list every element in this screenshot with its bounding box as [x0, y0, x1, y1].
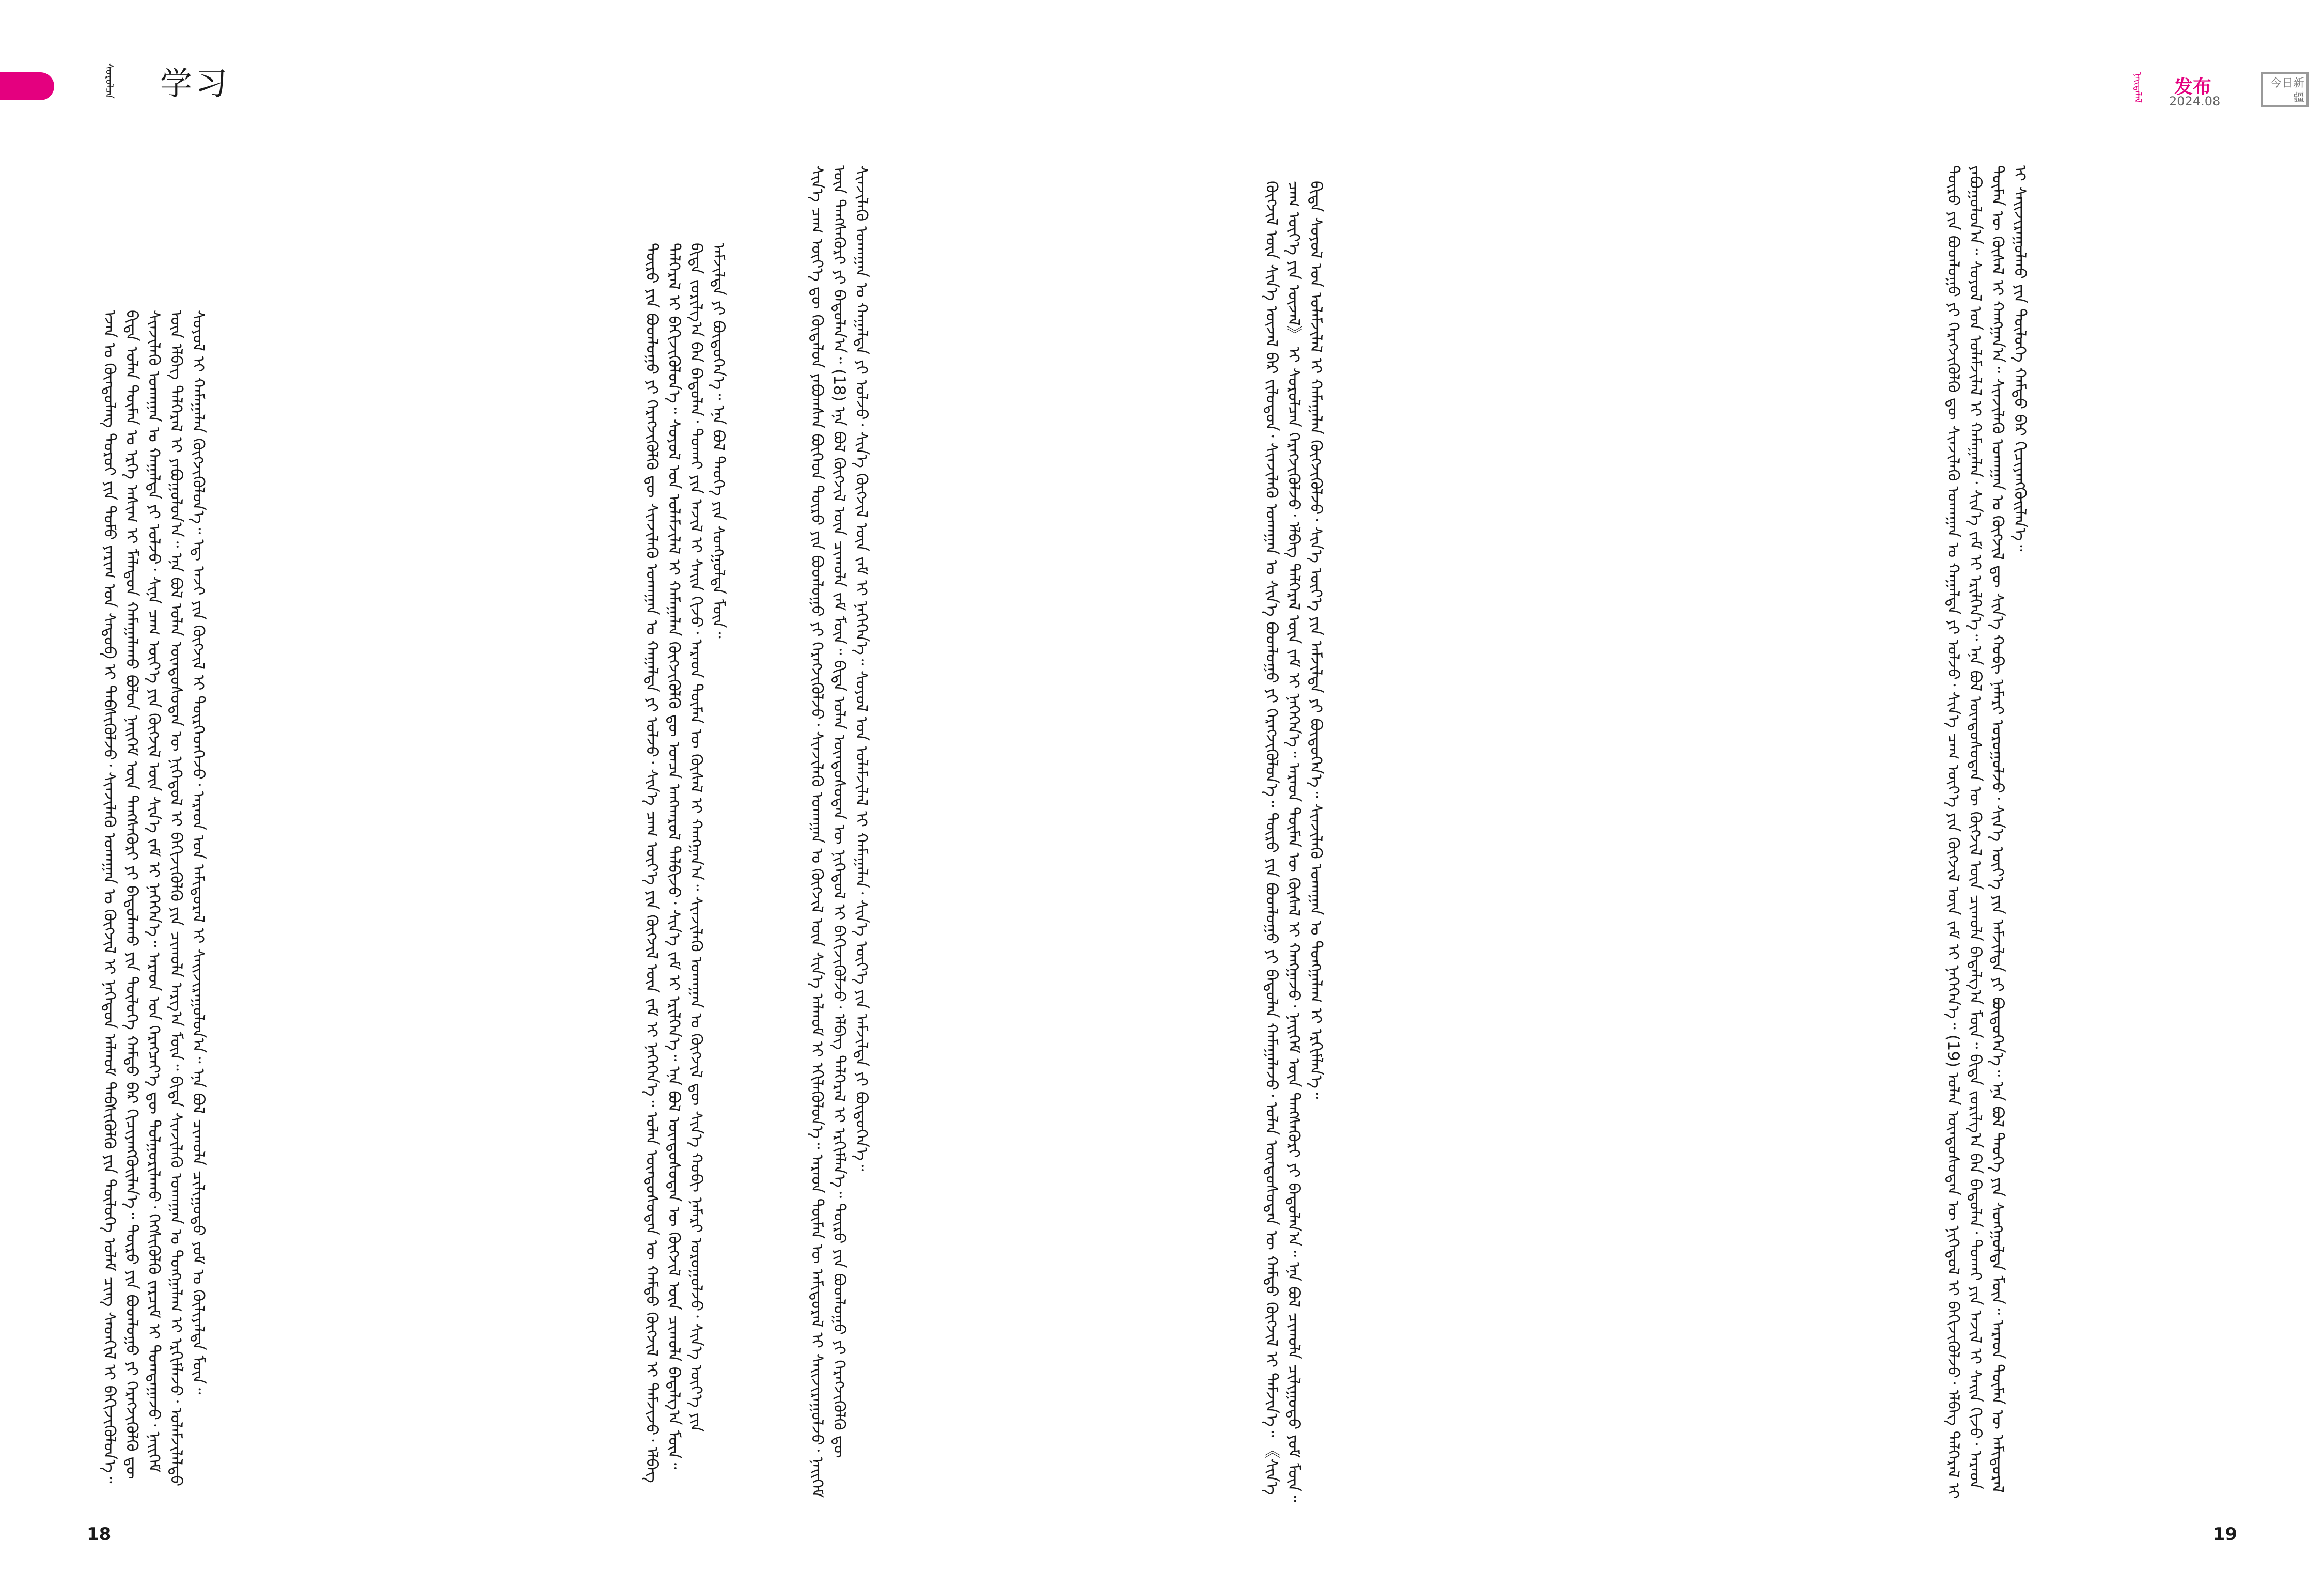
page-number-right: 19: [2212, 1524, 2237, 1545]
publication-label-mongolian: ᠨᠡᠢᠲᠡᠯᠡᠯ: [2132, 72, 2143, 103]
paragraph: ᠡᠵᠡᠨ ᠤ ᠬᠥᠨᠳᠦᠯᠡᠩ ᠳᠣᠷᠤᠢ ᠶᠢᠨ ᠲᠣᠮᠤ ᠶᠠᠷᠢᠭ ᠤᠨ ᠰᠡᠳᠦᠪ ᠢ ᠳᠡᠪᠰᠢᠭᠦᠯᠵᠦ᠂ ᠰᠢᠨᠵᠢᠯᠡᠬᠦ ᠤᠬᠠᠭᠠᠨ ᠤ ᠬᠥᠭᠵᠢᠯ ᠢ ᠨᠡᠭᠡᠳᠦᠨ ᠠᠯᠬᠤᠮ ᠳᠡᠪᠰᠢᠭᠦᠯᠬᠦ ᠶᠢᠨ ᠲᠥᠯᠦᠭᠡ ᠤᠯᠠᠮ ᠴᠢᠩ ᠰᠡᠳᠬᠢᠯ ᠢ ᠪᠡᠬᠢᠵᠢᠭᠦᠯᠦᠨ᠎ᠡ᠃ ᠪᠢᠳᠡ ᠣᠯᠠᠨ ᠲᠦᠮᠡᠨ ᠤ ᠡᠷᠬᠡ ᠠᠰᠢᠭ ᠢ ᠮᠠᠯᠠᠳᠤᠨ ᠬᠠᠮᠠᠭᠠᠯᠠᠬᠤ ᠪᠣᠯᠤᠨ ᠨᠡᠢᠭᠡᠮ ᠦᠨ ᠲᠡᠩᠰᠡᠭᠦᠷᠢ ᠶᠢ ᠪᠠᠲᠤᠯᠠᠬᠤ ᠶᠢᠨ ᠲᠥᠯᠦᠭᠡ ᠬᠠᠮᠲᠤ ᠪᠠᠷ ᠬᠢᠴᠢᠶᠡᠩᠭᠦᠢᠯᠡᠨ᠎ᠡ᠃ ᠲᠥᠷᠦ ᠶᠢᠨ ᠪᠣᠳᠯᠣᠭᠣ ᠶᠢ ᠬᠡᠷᠡᠭᠵᠢᠭᠦᠯᠬᠦ ᠳᠦ ᠰᠢᠨᠵᠢᠯᠡᠬᠦ ᠤᠬᠠᠭᠠᠨ ᠤ ᠬᠠᠭᠠᠯᠲᠠ ᠶᠢ ᠣᠯᠵᠤ᠂ ᠱᠢᠨᠡ ᠴᠠᠭ ᠦᠶ᠎ᠡ ᠶᠢᠨ ᠬᠥᠭᠵᠢᠯ ᠦᠨ ᠰᠢᠨ᠎ᠡ ᠵᠠᠮ ᠢ ᠨᠡᠭᠡᠭᠡᠨ᠎ᠡ᠃ ᠠᠷᠠᠳ ᠤᠨ ᠬᠡᠷᠡᠭᠴᠡᠶ᠎ᠡ ᠳᠦ ᠲᠤᠯᠭᠤᠷᠢᠯᠠᠬᠤ᠂ ᠬᠡᠭᠰᠢᠭᠦᠯᠬᠦ ᠵᠠᠷᠴᠢᠮ ᠢ ᠲᠣᠭᠲᠠᠭᠠᠵᠤ᠂ ᠨᠡᠢᠭᠡᠮ ᠦᠨ ᠡᠯᠪᠡᠭ ᠳᠡᠯᠭᠡᠷᠡᠯ ᠢ ᠶᠠᠪᠤᠭᠤᠯᠤᠨ᠎ᠠ᠃ ᠡᠨᠡ ᠪᠣᠯ ᠣᠯᠠᠨ ᠦᠨᠳᠦᠰᠦᠲᠡᠨ ᠦ ᠨᠢᠭᠡᠳᠦᠯ ᠢ ᠪᠡᠬᠢᠵᠢᠭᠦᠯᠬᠦ ᠶᠢᠨ ᠴᠢᠬᠤᠯᠠ ᠠᠷᠭ᠎ᠠ ᠮᠥᠨ᠃ ᠪᠢᠳᠡ ᠰᠢᠨᠵᠢᠯᠡᠬᠦ ᠤᠬᠠᠭᠠᠨ ᠤ ᠲᠤᠩᠭᠠᠯᠠᠭ ᠢ ᠡᠷᠬᠢᠮᠯᠡᠵᠦ᠂ ᠤᠯᠠᠮᠵᠢᠯᠠᠯᠲᠤ ᠰᠣᠶᠣᠯ ᠢ ᠬᠠᠮᠠᠭᠠᠯᠠᠨ ᠬᠥᠭᠵᠢᠭᠦᠯᠦᠨ᠎ᠡ᠃ ᠡᠳ᠋ ᠠᠵᠢ ᠶᠢᠨ ᠬᠥᠭᠵᠢᠯ ᠢ ᠲᠦᠷᠭᠡᠳᠬᠡᠵᠦ᠂ ᠠᠷᠠᠳ ᠤᠨ ᠠᠮᠢᠳᠤᠷᠠᠯ ᠢ ᠰᠠᠢᠵᠢᠷᠠᠭᠤᠯᠤᠨ᠎ᠠ᠃ ᠡᠨᠡ ᠪᠣᠯ ᠴᠢᠬᠤᠯᠠ ᠴᠢᠯᠢᠭᠤᠲᠤ ᠶᠤᠮ ᠤ ᠬᠦᠯᠢᠶᠡᠯᠲᠡ ᠮᠥᠨ᠃: [100, 310, 208, 1487]
section-title: 学习: [160, 65, 231, 102]
section-tab-marker: [0, 72, 54, 100]
left-page-column-b: [640, 243, 795, 1488]
publication-label: 发布: [2174, 76, 2212, 98]
issue-date: 2024.08: [2169, 94, 2221, 108]
right-page-column-a: [1260, 181, 1921, 1514]
page-number-left: 18: [87, 1524, 112, 1545]
section-label-mongolian: ᠰᠤᠷᠤᠯᠴᠠ: [103, 63, 116, 99]
paragraph: ᠲᠦᠷᠦ ᠶᠢᠨ ᠪᠣᠳᠯᠣᠭᠣ ᠶᠢ ᠬᠡᠷᠡᠭᠵᠢᠭᠦᠯᠬᠦ ᠳᠦ ᠰᠢᠨᠵᠢᠯᠡᠬᠦ ᠤᠬᠠᠭᠠᠨ ᠤ ᠬᠠᠭᠠᠯᠲᠠ ᠶᠢ ᠣᠯᠵᠤ᠂ ᠰᠢᠨ᠎ᠡ ᠴᠠᠭ ᠦᠶ᠎ᠡ ᠶᠢᠨ ᠬᠥᠭᠵᠢᠯ ᠦᠨ ᠵᠠᠮ ᠢ ᠨᠡᠭᠡᠭᠡᠨ᠎ᠡ᠃ (19) ᠣᠯᠠᠨ ᠦᠨᠳᠦᠰᠦᠲᠡᠨ ᠦ ᠨᠢᠭᠡᠳᠦᠯ ᠢ ᠪᠡᠬᠢᠵᠢᠭᠦᠯᠵᠦ᠂ ᠡᠯᠪᠡᠭ ᠳᠡᠯᠭᠡᠷᠡᠯ ᠢ ᠶᠠᠪᠤᠭᠤᠯᠤᠨ᠎ᠠ᠃ ᠰᠣᠶᠣᠯ ᠤᠨ ᠤᠯᠠᠮᠵᠢᠯᠠᠯ ᠢ ᠬᠠᠮᠠᠭᠠᠯᠠᠨ᠂ ᠰᠢᠨ᠎ᠡ ᠵᠠᠮ ᠢ ᠡᠷᠢᠯᠬᠡᠨ᠎ᠡ᠃ ᠡᠨᠡ ᠪᠣᠯ ᠦᠨᠳᠦᠰᠦᠲᠡᠨ ᠦ ᠬᠥᠭᠵᠢᠯ ᠦᠨ ᠴᠢᠬᠤᠯᠠ ᠪᠠᠲᠠᠯᠭ᠎ᠠ ᠮᠥᠨ᠃ ᠪᠢᠳᠡ ᠵᠣᠷᠢᠯᠭ᠎ᠠ ᠪᠠᠨ ᠪᠠᠲᠤᠯᠠᠨ᠂ ᠲᠤᠬᠠᠢ ᠶᠢᠨ ᠠᠵᠢᠯ ᠢ ᠰᠠᠢᠨ ᠬᠢᠵᠦ᠂ ᠠᠷᠠᠳ ᠲᠦᠮᠡᠨ ᠦ ᠬᠦᠰᠡᠯ ᠢ ᠬᠠᠩᠭᠠᠨ᠎ᠠ᠃ ᠰᠢᠨᠵᠢᠯᠡᠬᠦ ᠤᠬᠠᠭᠠᠨ ᠤ ᠬᠥᠭᠵᠢᠯ ᠳᠦ ᠰᠢᠨ᠎ᠡ ᠬᠤᠪᠢ ᠨᠡᠮᠡᠷᠢ ᠣᠷᠤᠭᠤᠯᠵᠤ᠂ ᠰᠢᠨ᠎ᠡ ᠦᠶ᠎ᠡ ᠶᠢᠨ ᠠᠮᠵᠢᠯᠲᠠ ᠶᠢ ᠪᠦᠲᠦᠭᠡᠨ᠎ᠡ᠃ ᠡᠨᠡ ᠪᠣᠯ ᠲᠡᠦᠬᠡ ᠶᠢᠨ ᠰᠣᠩᠭᠣᠯᠲᠠ ᠮᠥᠨ᠃ ᠠᠷᠠᠳ ᠲᠦᠮᠡᠨ ᠦ ᠠᠮᠢᠳᠤᠷᠠᠯ ᠢ ᠰᠠᠢᠵᠢᠷᠠᠭᠤᠯᠬᠤ ᠶᠢᠨ ᠲᠥᠯᠦᠭᠡ ᠬᠠᠮᠲᠤ ᠪᠠᠷ ᠬᠢᠴᠢᠶᠡᠩᠭᠦᠢᠯᠡᠨ᠎ᠡ᠃: [1944, 165, 2029, 1499]
left-page-column-a: [98, 248, 630, 1488]
paragraph: ᠰᠢᠨ᠎ᠡ ᠴᠠᠭ ᠦᠶ᠎ᠡ ᠳᠦ ᠬᠥᠳᠡᠯᠦᠨ ᠶᠠᠪᠤᠭᠰᠠᠨ ᠪᠥᠭᠡᠳ ᠲᠦᠷᠦ ᠶᠢᠨ ᠪᠣᠳᠯᠣᠭᠣ ᠶᠢ ᠬᠡᠷᠡᠭᠵᠢᠭᠦᠯᠵᠦ᠂ ᠰᠢᠨᠵᠢᠯᠡᠬᠦ ᠤᠬᠠᠭᠠᠨ ᠤ ᠬᠥᠭᠵᠢᠯ ᠦᠨ ᠰᠢᠨ᠎ᠡ ᠠᠯᠬᠤᠮ ᠢ ᠡᠬᠢᠯᠡᠭᠦᠯᠦᠨ᠎ᠡ᠃ ᠠᠷᠠᠳ ᠲᠦᠮᠡᠨ ᠦ ᠠᠮᠢᠳᠤᠷᠠᠯ ᠢ ᠰᠠᠢᠵᠢᠷᠠᠭᠤᠯᠵᠤ᠂ ᠨᠡᠢᠭᠡᠮ ᠦᠨ ᠲᠡᠩᠰᠡᠭᠦᠷᠢ ᠶᠢ ᠪᠠᠲᠤᠯᠠᠨ᠎ᠠ᠃ (18) ᠡᠨᠡ ᠪᠣᠯ ᠬᠥᠭᠵᠢᠯ ᠦᠨ ᠴᠢᠬᠤᠯᠠ ᠵᠠᠮ ᠮᠥᠨ᠃ ᠪᠢᠳᠡ ᠣᠯᠠᠨ ᠦᠨᠳᠦᠰᠦᠲᠡᠨ ᠦ ᠨᠢᠭᠡᠳᠦᠯ ᠢ ᠪᠡᠬᠢᠵᠢᠭᠦᠯᠵᠦ᠂ ᠡᠯᠪᠡᠭ ᠳᠡᠯᠭᠡᠷᠡᠯ ᠢ ᠡᠷᠬᠢᠮᠯᠡᠨ᠎ᠡ᠃ ᠲᠦᠷᠦ ᠶᠢᠨ ᠪᠣᠳᠯᠣᠭᠣ ᠶᠢ ᠬᠡᠷᠡᠭᠵᠢᠭᠦᠯᠬᠦ ᠳᠦ ᠰᠢᠨᠵᠢᠯᠡᠬᠦ ᠤᠬᠠᠭᠠᠨ ᠤ ᠬᠠᠭᠠᠯᠲᠠ ᠶᠢ ᠣᠯᠵᠤ᠂ ᠰᠢᠨ᠎ᠡ ᠬᠥᠭᠵᠢᠯ ᠦᠨ ᠵᠠᠮ ᠢ ᠨᠡᠭᠡᠭᠡᠨ᠎ᠡ᠃ ᠰᠣᠶᠣᠯ ᠤᠨ ᠤᠯᠠᠮᠵᠢᠯᠠᠯ ᠢ ᠬᠠᠮᠠᠭᠠᠯᠠᠨ᠂ ᠰᠢᠨ᠎ᠡ ᠦᠶ᠎ᠡ ᠶᠢᠨ ᠠᠮᠵᠢᠯᠲᠠ ᠶᠢ ᠪᠦᠲᠦᠭᠡᠨ᠎ᠡ᠃: [808, 165, 871, 1498]
paragraph: ᠲᠦᠷᠦ ᠶᠢᠨ ᠪᠣᠳᠯᠣᠭᠣ ᠶᠢ ᠬᠡᠷᠡᠭᠵᠢᠭᠦᠯᠬᠦ ᠳᠦ ᠰᠢᠨᠵᠢᠯᠡᠬᠦ ᠤᠬᠠᠭᠠᠨ ᠤ ᠬᠠᠭᠠᠯᠲᠠ ᠶᠢ ᠣᠯᠵᠤ᠂ ᠰᠢᠨ᠎ᠡ ᠴᠠᠭ ᠦᠶ᠎ᠡ ᠶᠢᠨ ᠬᠥᠭᠵᠢᠯ ᠦᠨ ᠵᠠᠮ ᠢ ᠨᠡᠭᠡᠭᠡᠨ᠎ᠡ᠃ ᠣᠯᠠᠨ ᠦᠨᠳᠦᠰᠦᠲᠡᠨ ᠦ ᠬᠠᠮᠲᠤ ᠬᠥᠭᠵᠢᠯ ᠢ ᠳᠡᠮᠵᠢᠵᠦ᠂ ᠡᠯᠪᠡᠭ ᠳᠡᠯᠭᠡᠷᠡᠯ ᠢ ᠪᠡᠬᠢᠵᠢᠭᠦᠯᠦᠨ᠎ᠡ᠃ ᠰᠣᠶᠣᠯ ᠤᠨ ᠤᠯᠠᠮᠵᠢᠯᠠᠯ ᠢ ᠬᠠᠮᠠᠭᠠᠯᠠᠨ ᠬᠥᠭᠵᠢᠭᠦᠯᠬᠦ ᠳᠦ ᠤᠨᠴᠠ ᠠᠩᠬᠠᠷᠤᠯ ᠲᠠᠯᠪᠢᠵᠤ᠂ ᠰᠢᠨ᠎ᠡ ᠵᠠᠮ ᠢ ᠡᠷᠢᠯᠬᠡᠨ᠎ᠡ᠃ ᠡᠨᠡ ᠪᠣᠯ ᠦᠨᠳᠦᠰᠦᠲᠡᠨ ᠦ ᠬᠥᠭᠵᠢᠯ ᠦᠨ ᠴᠢᠬᠤᠯᠠ ᠪᠠᠲᠠᠯᠭ᠎ᠠ ᠮᠥᠨ᠃ ᠪᠢᠳᠡ ᠵᠣᠷᠢᠯᠭ᠎ᠠ ᠪᠠᠨ ᠪᠠᠲᠤᠯᠠᠨ᠂ ᠲᠤᠬᠠᠢ ᠶᠢᠨ ᠠᠵᠢᠯ ᠢ ᠰᠠᠢᠨ ᠬᠢᠵᠦ᠂ ᠠᠷᠠᠳ ᠲᠦᠮᠡᠨ ᠦ ᠬᠦᠰᠡᠯ ᠢ ᠬᠠᠩᠭᠠᠨ᠎ᠠ᠃ ᠰᠢᠨᠵᠢᠯᠡᠬᠦ ᠤᠬᠠᠭᠠᠨ ᠤ ᠬᠥᠭᠵᠢᠯ ᠳᠦ ᠰᠢᠨ᠎ᠡ ᠬᠤᠪᠢ ᠨᠡᠮᠡᠷᠢ ᠣᠷᠤᠭᠤᠯᠵᠤ᠂ ᠰᠢᠨ᠎ᠡ ᠦᠶ᠎ᠡ ᠶᠢᠨ ᠠᠮᠵᠢᠯᠲᠠ ᠶᠢ ᠪᠦᠲᠦᠭᠡᠨ᠎ᠡ᠃ ᠡᠨᠡ ᠪᠣᠯ ᠲᠡᠦᠬᠡ ᠶᠢᠨ ᠰᠣᠩᠭᠣᠯᠲᠠ ᠮᠥᠨ᠃: [642, 243, 728, 1483]
left-page-column-c: [806, 165, 1116, 1519]
magazine-logo-mark: 今日新疆: [2261, 72, 2309, 107]
paragraph: ᠬᠥᠭᠵᠢᠯ ᠦᠨ ᠰᠢᠨ᠎ᠡ ᠦᠵᠡᠯ ᠪᠠᠷ ᠵᠢᠯᠣᠳᠤᠨ᠂ ᠰᠢᠨᠵᠢᠯᠡᠬᠦ ᠤᠬᠠᠭᠠᠨ ᠤ ᠰᠢᠨ᠎ᠡ ᠪᠣᠳᠯᠣᠭᠣ ᠶᠢ ᠬᠡᠷᠡᠭᠵᠢᠭᠦᠯᠦᠨ᠎ᠡ᠃ ᠲᠦᠷᠦ ᠶᠢᠨ ᠪᠣᠳᠯᠣᠭᠣ ᠶᠢ ᠪᠠᠲᠤᠯᠠᠨ ᠬᠠᠮᠠᠭᠠᠯᠠᠵᠤ᠂ ᠣᠯᠠᠨ ᠦᠨᠳᠦᠰᠦᠲᠡᠨ ᠦ ᠬᠠᠮᠲᠤ ᠬᠥᠭᠵᠢᠯ ᠢ ᠳᠡᠮᠵᠢᠨ᠎ᠡ᠃ 《ᠰᠢᠨ᠎ᠡ ᠴᠠᠭ ᠦᠶ᠎ᠡ ᠶᠢᠨ ᠦᠵᠡᠯ》 ᠢ ᠰᠤᠷᠤᠯᠴᠠᠨ ᠬᠡᠷᠡᠭᠵᠢᠭᠦᠯᠵᠦ᠂ ᠡᠯᠪᠡᠭ ᠳᠡᠯᠭᠡᠷᠡᠯ ᠦᠨ ᠵᠠᠮ ᠢ ᠨᠡᠭᠡᠭᠡᠨ᠎ᠡ᠃ ᠠᠷᠠᠳ ᠲᠦᠮᠡᠨ ᠦ ᠬᠦᠰᠡᠯ ᠢ ᠬᠠᠩᠭᠠᠵᠤ᠂ ᠨᠡᠢᠭᠡᠮ ᠦᠨ ᠲᠡᠩᠰᠡᠭᠦᠷᠢ ᠶᠢ ᠪᠠᠲᠤᠯᠠᠨ᠎ᠠ᠃ ᠡᠨᠡ ᠪᠣᠯ ᠴᠢᠬᠤᠯᠠ ᠴᠢᠯᠢᠭᠤᠲᠤ ᠶᠤᠮ ᠮᠥᠨ᠃ ᠪᠢᠳᠡ ᠰᠣᠶᠣᠯ ᠤᠨ ᠤᠯᠠᠮᠵᠢᠯᠠᠯ ᠢ ᠬᠠᠮᠠᠭᠠᠯᠠᠨ ᠬᠥᠭᠵᠢᠭᠦᠯᠵᠦ᠂ ᠰᠢᠨ᠎ᠡ ᠦᠶ᠎ᠡ ᠶᠢᠨ ᠠᠮᠵᠢᠯᠲᠠ ᠶᠢ ᠪᠦᠲᠦᠭᠡᠨ᠎ᠡ᠃ ᠰᠢᠨᠵᠢᠯᠡᠬᠦ ᠤᠬᠠᠭᠠᠨ ᠤ ᠲᠤᠩᠭᠠᠯᠠᠭ ᠢ ᠡᠷᠬᠢᠮᠯᠡᠨ᠎ᠡ᠃: [1262, 181, 1325, 1502]
magazine-logo: [2154, 72, 2309, 108]
right-page-column-b: [1942, 165, 2231, 1514]
